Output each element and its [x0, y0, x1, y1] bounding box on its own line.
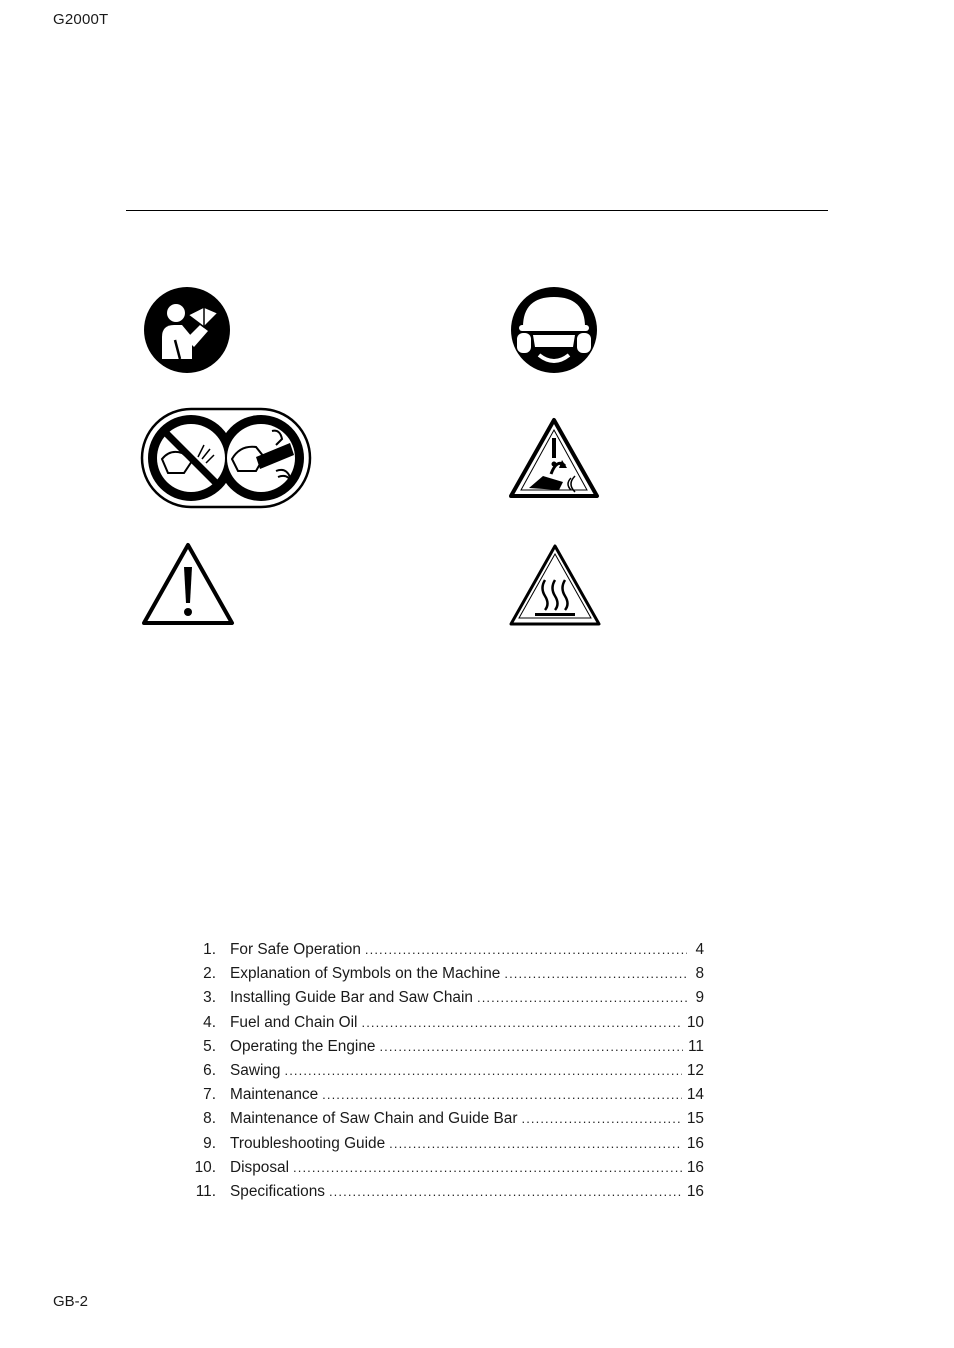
toc-leader-dots [293, 1160, 682, 1175]
toc-entry-title: Disposal [230, 1158, 290, 1176]
toc-entry[interactable] [190, 1062, 704, 1086]
toc-entry-page: 15 [686, 1110, 704, 1128]
toc-entry-number: 4. [203, 1013, 216, 1031]
toc-leader-dots [477, 990, 687, 1005]
toc-entry-number: 3. [203, 989, 216, 1007]
toc-leader-dots [361, 1015, 681, 1030]
toc-entry-title: Sawing [230, 1061, 281, 1079]
toc-entry[interactable] [190, 965, 704, 989]
toc-entry-number: 10. [194, 1158, 216, 1176]
toc-entry-page: 14 [686, 1086, 704, 1104]
read-manual-icon [142, 285, 232, 375]
toc-entry-number: 8. [203, 1110, 216, 1128]
toc-entry-title: For Safe Operation [230, 941, 361, 958]
toc-entry-number: 9. [203, 1134, 216, 1152]
toc-entry[interactable] [190, 1014, 704, 1038]
toc-entry-number: 5. [203, 1037, 216, 1055]
toc-entry-number: 6. [203, 1061, 216, 1079]
toc-entry-page: 12 [686, 1061, 704, 1079]
toc-entry-page: 11 [688, 1037, 704, 1055]
toc-leader-dots [322, 1087, 682, 1102]
toc-leader-dots [329, 1184, 682, 1199]
toc-entry-page: 16 [686, 1158, 704, 1176]
table-of-contents [190, 941, 704, 1207]
toc-entry[interactable] [190, 1086, 704, 1110]
toc-leader-dots [365, 942, 687, 957]
wear-helmet-ear-eye-protection-icon [509, 285, 599, 375]
toc-entry-number: 2. [203, 965, 216, 983]
toc-entry-title: Specifications [230, 1182, 325, 1200]
toc-leader-dots [504, 966, 687, 981]
toc-entry-title: Operating the Engine [230, 1037, 376, 1055]
toc-entry-title: Maintenance [230, 1086, 319, 1104]
toc-entry-page: 16 [686, 1134, 704, 1152]
kickback-warning-icon [507, 416, 601, 502]
toc-entry[interactable] [190, 941, 704, 965]
toc-entry[interactable] [190, 1110, 704, 1134]
toc-entry-page: 10 [686, 1013, 704, 1031]
toc-entry-page: 8 [695, 965, 704, 983]
toc-leader-dots [379, 1039, 683, 1054]
toc-entry[interactable] [190, 1159, 704, 1183]
toc-leader-dots [521, 1111, 681, 1126]
toc-entry-title: Troubleshooting Guide [230, 1134, 386, 1152]
toc-entry[interactable] [190, 1038, 704, 1062]
general-warning-icon [140, 541, 236, 629]
toc-leader-dots [284, 1063, 681, 1078]
toc-entry[interactable] [190, 989, 704, 1013]
page-number: GB-2 [53, 1293, 89, 1310]
toc-entry-number: 11. [195, 1182, 216, 1200]
toc-leader-dots [389, 1136, 682, 1151]
toc-entry[interactable] [190, 1183, 704, 1207]
toc-entry-title: Fuel and Chain Oil [230, 1013, 358, 1031]
toc-entry-page: 4 [695, 941, 704, 958]
toc-entry-title: Maintenance of Saw Chain and Guide Bar [230, 1110, 518, 1128]
section-divider [126, 210, 828, 211]
toc-entry[interactable] [190, 1135, 704, 1159]
hot-surface-warning-icon [507, 542, 603, 630]
toc-entry-title: Installing Guide Bar and Saw Chain [230, 989, 473, 1007]
toc-entry-page: 16 [686, 1182, 704, 1200]
toc-entry-number: 7. [203, 1086, 216, 1104]
model-name: G2000T [53, 11, 109, 28]
toc-entry-page: 9 [695, 989, 704, 1007]
toc-entry-number: 1. [203, 941, 216, 958]
toc-entry-title: Explanation of Symbols on the Machine [230, 965, 501, 983]
no-one-hand-operation-icon [140, 407, 312, 509]
